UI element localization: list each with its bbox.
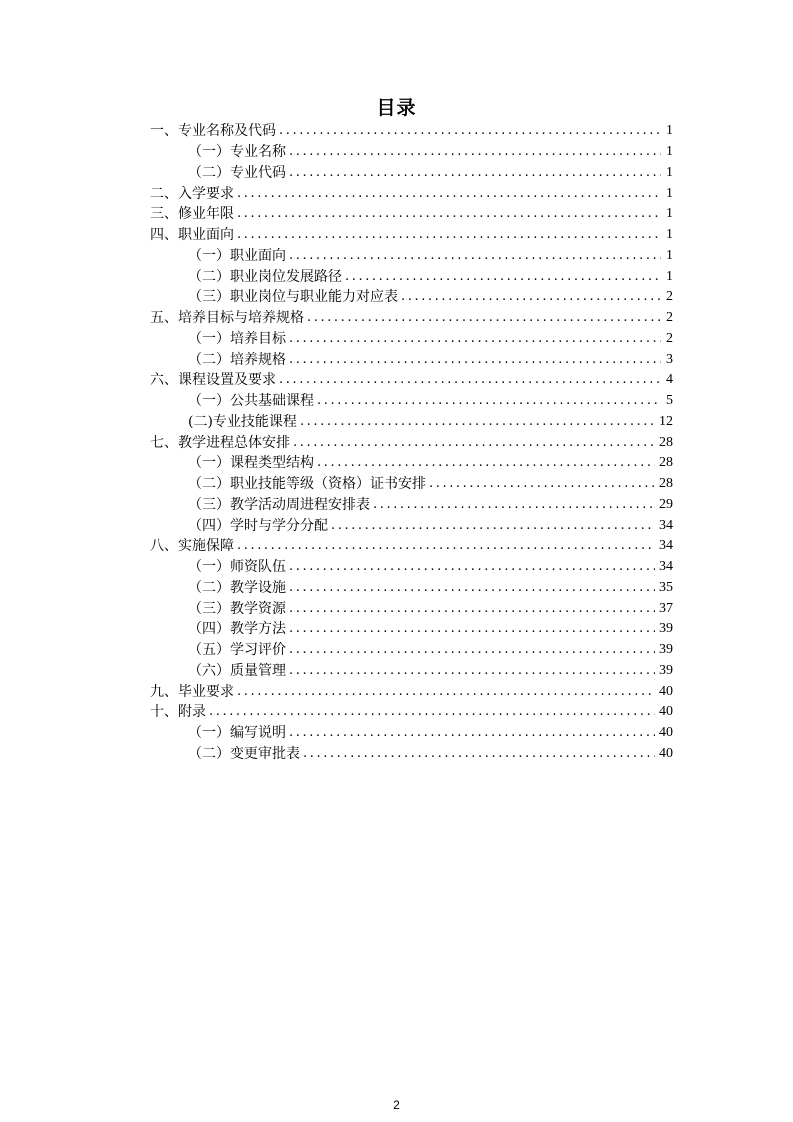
- toc-entry-page: 1: [666, 268, 673, 284]
- toc-entry-page: 34: [659, 517, 673, 533]
- toc-entry[interactable]: [0, 370, 793, 391]
- toc-dot-leader: [289, 246, 661, 266]
- toc-entry-page: 4: [666, 372, 673, 388]
- toc-dot-leader: [289, 329, 661, 349]
- toc-entry[interactable]: [0, 495, 793, 516]
- toc-entry-page: 1: [666, 247, 673, 263]
- page-number: 2: [393, 1098, 400, 1112]
- toc-entry-title: 二、入学要求: [150, 185, 234, 202]
- toc-dot-leader: [237, 184, 661, 204]
- toc-dot-leader: [293, 433, 655, 453]
- toc-entry-title: （一）专业名称: [188, 144, 286, 161]
- toc-entry-page: 1: [666, 227, 673, 243]
- toc-entry[interactable]: [0, 619, 793, 640]
- toc-entry-title: 八、实施保障: [150, 538, 234, 555]
- toc-entry-page: 39: [659, 662, 673, 678]
- toc-dot-leader: [289, 142, 661, 162]
- toc-dot-leader: [289, 599, 655, 619]
- toc-entry-title: （二）职业技能等级（资格）证书安排: [188, 476, 426, 493]
- toc-entry-page: 28: [659, 476, 673, 492]
- toc-entry-title: （四）教学方法: [188, 621, 286, 638]
- toc-entry[interactable]: [0, 412, 793, 433]
- toc-entry[interactable]: [0, 121, 793, 142]
- toc-entry[interactable]: [0, 723, 793, 744]
- toc-entry-page: 40: [659, 725, 673, 741]
- toc-dot-leader: [289, 723, 655, 743]
- toc-entry-page: 2: [666, 330, 673, 346]
- toc-entry-title: （一）培养目标: [188, 330, 286, 347]
- toc-dot-leader: [429, 474, 655, 494]
- toc-entry-page: 28: [659, 434, 673, 450]
- toc-entry-title: （五）学习评价: [188, 642, 286, 659]
- toc-entry[interactable]: [0, 578, 793, 599]
- toc-entry-page: 1: [666, 164, 673, 180]
- toc-entry-title: 七、教学进程总体安排: [150, 434, 290, 451]
- toc-entry[interactable]: [0, 183, 793, 204]
- toc-entry-title: （一）课程类型结构: [188, 455, 314, 472]
- toc-entry[interactable]: [0, 598, 793, 619]
- toc-entry[interactable]: [0, 661, 793, 682]
- toc-entry[interactable]: [0, 287, 793, 308]
- toc-title: 目录: [376, 97, 417, 119]
- toc-dot-leader: [289, 350, 661, 370]
- toc-entry-title: （四）学时与学分分配: [188, 517, 328, 534]
- toc-entry-page: 40: [659, 745, 673, 761]
- toc-dot-leader: [237, 682, 655, 702]
- toc-dot-leader: [237, 536, 655, 556]
- toc-entry-title: （二）教学设施: [188, 579, 286, 596]
- toc-entry[interactable]: [0, 557, 793, 578]
- toc-entry-page: 40: [659, 683, 673, 699]
- toc-entry-title: (二)专业技能课程: [188, 413, 297, 430]
- toc-dot-leader: [289, 163, 661, 183]
- toc-entry[interactable]: [0, 246, 793, 267]
- toc-dot-leader: [345, 267, 661, 287]
- toc-entry-title: （一）编写说明: [188, 725, 286, 742]
- toc-entry-page: 37: [659, 600, 673, 616]
- toc-entry-title: （二）职业岗位发展路径: [188, 268, 342, 285]
- toc-entry-title: 九、毕业要求: [150, 683, 234, 700]
- toc-entry[interactable]: [0, 349, 793, 370]
- toc-entry-page: 1: [666, 144, 673, 160]
- toc-dot-leader: [303, 744, 655, 764]
- toc-entry-page: 1: [666, 206, 673, 222]
- toc-entry-title: （一）职业面向: [188, 247, 286, 264]
- toc-entry[interactable]: [0, 453, 793, 474]
- toc-entry[interactable]: [0, 142, 793, 163]
- toc-dot-leader: [373, 495, 655, 515]
- toc-dot-leader: [317, 453, 655, 473]
- toc-entry-title: 四、职业面向: [150, 227, 234, 244]
- toc-entry-page: 39: [659, 621, 673, 637]
- toc-entry-title: （六）质量管理: [188, 662, 286, 679]
- toc-entry-title: （一）师资队伍: [188, 559, 286, 576]
- toc-dot-leader: [289, 640, 655, 660]
- toc-entry-page: 2: [666, 289, 673, 305]
- toc-entry[interactable]: [0, 329, 793, 350]
- toc-entry-title: （二）培养规格: [188, 351, 286, 368]
- toc-entry-title: （三）职业岗位与职业能力对应表: [188, 289, 398, 306]
- toc-entry-title: 五、培养目标与培养规格: [150, 310, 304, 327]
- toc-entry-page: 35: [659, 579, 673, 595]
- toc-entry[interactable]: [0, 432, 793, 453]
- toc-entry-page: 39: [659, 642, 673, 658]
- toc-entry-page: 5: [666, 393, 673, 409]
- toc-entry-page: 40: [659, 704, 673, 720]
- toc-entry-title: 一、专业名称及代码: [150, 123, 276, 140]
- toc-entry[interactable]: [0, 515, 793, 536]
- toc-entry[interactable]: [0, 536, 793, 557]
- toc-entry-page: 3: [666, 351, 673, 367]
- toc-dot-leader: [289, 661, 655, 681]
- toc-entry[interactable]: [0, 474, 793, 495]
- toc-entry-page: 2: [666, 310, 673, 326]
- toc-entry-page: 34: [659, 538, 673, 554]
- toc-entry-page: 1: [666, 185, 673, 201]
- toc-entry[interactable]: [0, 681, 793, 702]
- toc-entry[interactable]: [0, 391, 793, 412]
- toc-entry-title: 三、修业年限: [150, 206, 234, 223]
- toc-dot-leader: [289, 557, 655, 577]
- toc-dot-leader: [307, 308, 661, 328]
- toc-entry-title: （三）教学资源: [188, 600, 286, 617]
- toc-entry-title: （二）变更审批表: [188, 745, 300, 762]
- toc-entry[interactable]: [0, 266, 793, 287]
- toc-dot-leader: [300, 412, 655, 432]
- toc-entry[interactable]: [0, 640, 793, 661]
- toc-entry[interactable]: [0, 702, 793, 723]
- toc-dot-leader: [331, 516, 655, 536]
- table-of-contents: [0, 121, 793, 764]
- toc-entry[interactable]: [0, 204, 793, 225]
- toc-dot-leader: [237, 225, 661, 245]
- toc-entry-page: 28: [659, 455, 673, 471]
- toc-dot-leader: [279, 370, 661, 390]
- toc-entry-page: 34: [659, 559, 673, 575]
- toc-dot-leader: [317, 391, 661, 411]
- toc-entry[interactable]: [0, 163, 793, 184]
- toc-dot-leader: [279, 121, 661, 141]
- toc-entry-page: 1: [666, 123, 673, 139]
- toc-entry[interactable]: [0, 744, 793, 765]
- toc-dot-leader: [237, 204, 661, 224]
- toc-entry-title: 十、附录: [150, 704, 206, 721]
- toc-entry-title: （三）教学活动周进程安排表: [188, 496, 370, 513]
- toc-dot-leader: [289, 619, 655, 639]
- toc-dot-leader: [209, 702, 655, 722]
- toc-dot-leader: [401, 287, 661, 307]
- toc-entry-page: 29: [659, 496, 673, 512]
- toc-entry[interactable]: [0, 225, 793, 246]
- toc-entry[interactable]: [0, 308, 793, 329]
- toc-entry-title: 六、课程设置及要求: [150, 372, 276, 389]
- toc-entry-page: 12: [659, 413, 673, 429]
- toc-dot-leader: [289, 578, 655, 598]
- toc-entry-title: （二）专业代码: [188, 164, 286, 181]
- toc-entry-title: （一）公共基础课程: [188, 393, 314, 410]
